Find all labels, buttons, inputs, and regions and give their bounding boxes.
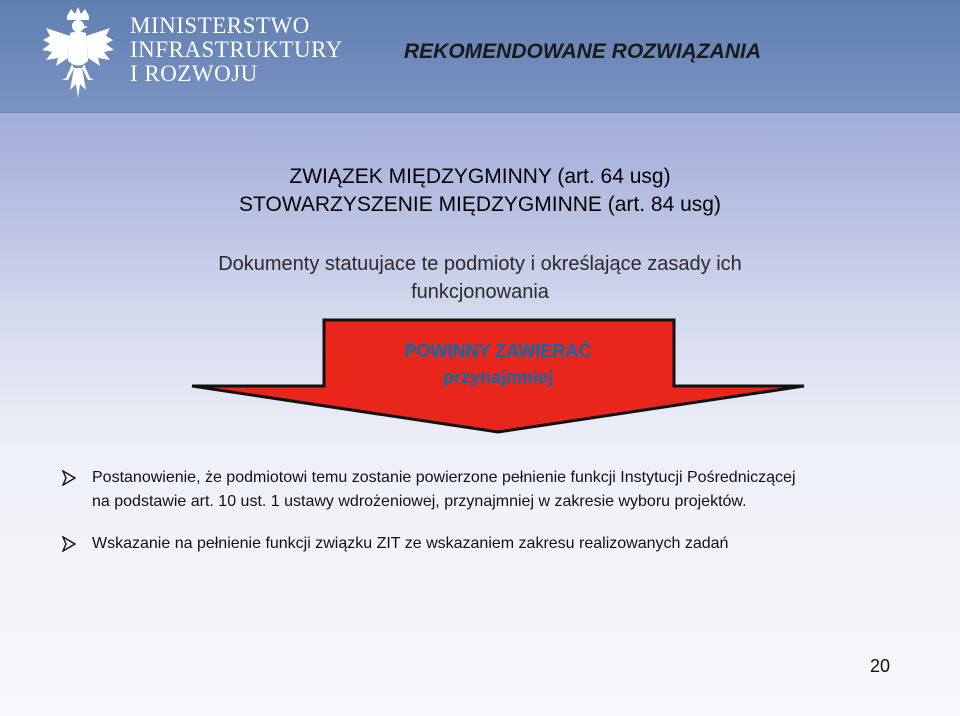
- arrowhead-bullet-icon: [62, 536, 76, 552]
- page-number: 20: [870, 656, 891, 676]
- polish-eagle-icon: [40, 6, 116, 106]
- arrowhead-bullet-icon: [62, 470, 76, 486]
- ministry-name-line-1: MINISTERSTWO: [130, 13, 310, 38]
- arrow-label-line-1: POWINNY ZAWIERAĆ: [404, 341, 592, 361]
- heading-block: [0, 163, 960, 219]
- arrow-label: [323, 338, 673, 390]
- bullet-2-line-1: Wskazanie na pełnienie funkcji związku ZIT ze wskazaniem zakresu realizowanych zadań: [92, 535, 729, 552]
- heading-line-1: ZWIĄZEK MIĘDZYGMINNY (art. 64 usg): [289, 165, 671, 188]
- bullet-item: [62, 466, 932, 514]
- ministry-name: [130, 14, 343, 86]
- heading-line-2: STOWARZYSZENIE MIĘDZYGMINNE (art. 84 usg): [239, 193, 721, 216]
- ministry-name-line-2: INFRASTRUKTURY: [130, 37, 343, 62]
- bullet-list: [62, 466, 932, 556]
- bullet-1-line-1: Postanowienie, że podmiotowi temu zostanie powierzone pełnienie funkcji Instytucji Pośredniczącej: [92, 469, 796, 486]
- slide-title: REKOMENDOWANE ROZWIĄZANIA: [404, 40, 761, 63]
- bullet-item: [62, 532, 932, 556]
- documents-line-2: funkcjonowania: [411, 281, 549, 303]
- documents-line-1: Dokumenty statuujace te podmioty i określające zasady ich: [218, 253, 742, 275]
- header-bar: [0, 0, 960, 113]
- bullet-1-line-2: na podstawie art. 10 ust. 1 ustawy wdrożeniowej, przynajmniej w zakresie wyboru projektów.: [92, 493, 747, 510]
- documents-text: [0, 250, 960, 306]
- ministry-name-line-3: I ROZWOJU: [130, 61, 258, 86]
- arrow-label-line-2: przynajmniej: [442, 367, 554, 387]
